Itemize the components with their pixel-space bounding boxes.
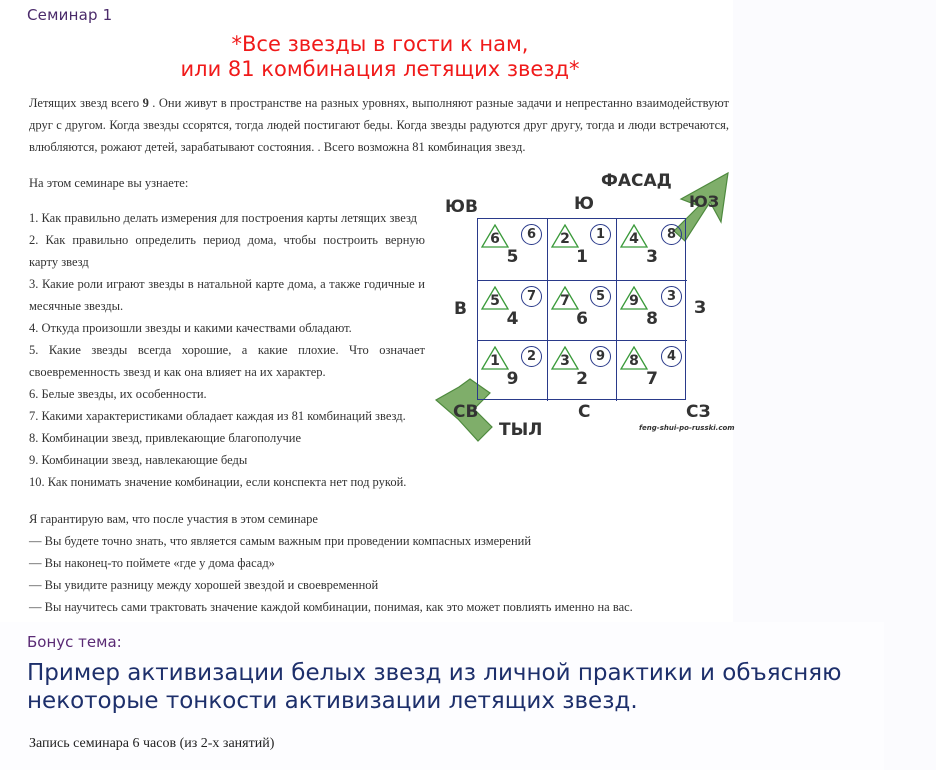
- label-sw: ЮЗ: [689, 192, 720, 211]
- mountain-star-triangle-icon: 9: [620, 286, 648, 310]
- list-item: 5. Какие звезды всегда хорошие, а какие плохие. Что означает своевременность звезд и как она влияет на их характер.: [29, 343, 425, 379]
- water-star-circle: 5: [590, 286, 611, 307]
- bonus-label: Бонус тема:: [27, 633, 122, 651]
- base-star: 4: [506, 309, 519, 329]
- diagram-credit: feng-shui-po-russki.com: [639, 424, 735, 432]
- grid-cell-e: [478, 281, 548, 341]
- list-item: 2. Как правильно определить период дома, чтобы построить верную карту звезд: [29, 233, 425, 269]
- water-star-circle: 9: [590, 346, 611, 367]
- list-item: 6. Белые звезды, их особенности.: [29, 387, 207, 401]
- grid-cell-center: [548, 281, 617, 341]
- intro-paragraph: [29, 92, 729, 158]
- intro-text-rest: . Они живут в пространстве на разных уровнях, выполняют разные задачи и непрестанно взаимодействуют друг с другом. Когда звезды ссорятся, тогда людей постигают беды. Когда звезды радуются друг другу, тогда и люди встречаются, влюбляются, рожают детей, зарабатывают состояния. . Всего возможна 81 комбинация звезд.: [29, 96, 729, 154]
- seminar-title-line1: *Все звезды в гости к нам,: [231, 32, 529, 56]
- intro-star-count: 9: [142, 96, 149, 110]
- grid-cell-se: [478, 219, 548, 281]
- water-star-circle: 8: [661, 224, 682, 245]
- water-star-circle: 3: [661, 286, 682, 307]
- base-star: 1: [576, 247, 588, 267]
- water-star-circle: 6: [521, 224, 542, 245]
- list-item: — Вы будете точно знать, что является самым важным при проведении компасных измерений: [29, 534, 532, 548]
- guarantee-section: [29, 508, 633, 618]
- seminar-label: Семинар 1: [27, 6, 113, 24]
- flying-stars-chart: [430, 165, 740, 445]
- grid-cell-sw: [617, 219, 687, 281]
- grid-cell-ne: [478, 341, 548, 401]
- list-item: — Вы наконец-то поймете «где у дома фасад»: [29, 556, 275, 570]
- recording-info: Запись семинара 6 часов (из 2-х занятий): [29, 736, 275, 751]
- list-item: 3. Какие роли играют звезды в натальной карте дома, а также годичные и месячные звезды.: [29, 277, 425, 313]
- seminar-title-line2: или 81 комбинация летящих звезд*: [180, 57, 580, 81]
- label-w: З: [694, 298, 707, 318]
- grid-cell-n: [548, 341, 617, 401]
- label-nw: СЗ: [686, 402, 711, 422]
- mountain-star-triangle-icon: 5: [481, 286, 509, 310]
- base-star: 6: [576, 309, 588, 329]
- learn-list: [29, 207, 425, 493]
- water-star-circle: 4: [661, 346, 682, 367]
- base-star: 2: [576, 369, 588, 389]
- list-item: 7. Какими характеристиками обладает каждая из 81 комбинаций звезд.: [29, 409, 406, 423]
- base-star: 8: [646, 309, 658, 329]
- water-star-circle: 2: [521, 346, 542, 367]
- grid-cell-nw: [617, 341, 687, 401]
- label-se: ЮВ: [445, 197, 478, 217]
- label-ne: СВ: [453, 402, 479, 422]
- list-item: — Вы научитесь сами трактовать значение каждой комбинации, понимая, как это может повлиять именно на вас.: [29, 600, 633, 614]
- base-star: 9: [506, 369, 519, 389]
- mountain-star-triangle-icon: 3: [551, 346, 579, 370]
- label-facade: ФАСАД: [601, 171, 672, 191]
- list-item: 9. Комбинации звезд, навлекающие беды: [29, 453, 248, 467]
- list-item: 8. Комбинации звезд, привлекающие благополучие: [29, 431, 302, 445]
- label-back: ТЫЛ: [499, 420, 543, 440]
- mountain-star-triangle-icon: 8: [620, 346, 648, 370]
- water-star-circle: 1: [590, 224, 611, 245]
- mountain-star-triangle-icon: 4: [620, 224, 648, 248]
- guarantee-heading: Я гарантирую вам, что после участия в этом семинаре: [29, 512, 318, 526]
- list-item: 1. Как правильно делать измерения для построения карты летящих звезд: [29, 211, 418, 225]
- star-grid: [477, 218, 686, 400]
- base-star: 3: [646, 247, 658, 267]
- mountain-star-triangle-icon: 1: [481, 346, 509, 370]
- mountain-star-triangle-icon: 6: [481, 224, 509, 248]
- mountain-star-triangle-icon: 2: [551, 224, 579, 248]
- water-star-circle: 7: [521, 286, 542, 307]
- grid-cell-s: [548, 219, 617, 281]
- seminar-title: [0, 32, 760, 82]
- label-e: В: [454, 299, 467, 319]
- base-star: 7: [646, 369, 658, 389]
- base-star: 5: [506, 247, 519, 267]
- grid-cell-w: [617, 281, 687, 341]
- bonus-title: Пример активизации белых звезд из личной практики и объясняю некоторые тонкости активизации летящих звезд.: [27, 660, 842, 714]
- list-item: 4. Откуда произошли звезды и какими качествами обладают.: [29, 321, 352, 335]
- list-item: 10. Как понимать значение комбинации, если конспекта нет под рукой.: [29, 475, 407, 489]
- label-s: Ю: [574, 194, 594, 214]
- label-n: С: [578, 402, 591, 422]
- mountain-star-triangle-icon: 7: [551, 286, 579, 310]
- learn-heading: На этом семинаре вы узнаете:: [29, 176, 189, 190]
- intro-text-start: Летящих звезд всего: [29, 96, 143, 110]
- list-item: — Вы увидите разницу между хорошей звездой и своевременной: [29, 578, 379, 592]
